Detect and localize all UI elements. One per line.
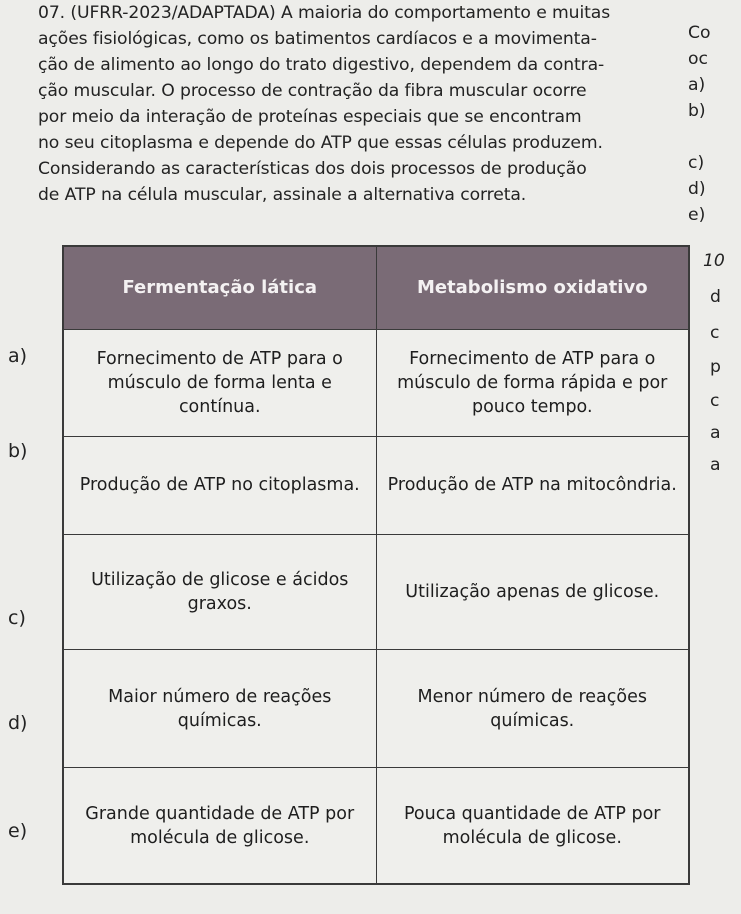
cropped-text: oc	[688, 49, 708, 69]
cropped-text: e)	[688, 205, 706, 225]
header-metabolismo: Metabolismo oxidativo	[376, 247, 689, 330]
cropped-text: d	[710, 287, 721, 307]
table-row	[64, 330, 689, 437]
cropped-text: a	[710, 423, 721, 443]
table-cell: Utilização de glicose e ácidos graxos.	[64, 534, 377, 650]
alternative-letter-e[interactable]: e)	[8, 820, 28, 842]
table-row	[64, 650, 689, 768]
cropped-text: Co	[688, 23, 711, 43]
cropped-text: d)	[688, 179, 706, 199]
table-row	[64, 534, 689, 650]
question-line: no seu citoplasma e depende do ATP que essas células produzem.	[38, 133, 603, 153]
question-text	[38, 0, 668, 208]
cropped-text: c)	[688, 153, 705, 173]
comparison-table	[62, 245, 690, 885]
table-cell: Menor número de reações químicas.	[376, 650, 689, 768]
table-cell: Fornecimento de ATP para o músculo de forma lenta e contínua.	[64, 330, 377, 437]
question-line: Considerando as características dos dois processos de produção	[38, 159, 587, 179]
table-cell: Fornecimento de ATP para o músculo de forma rápida e por pouco tempo.	[376, 330, 689, 437]
cropped-text: c	[710, 323, 720, 343]
question-line: de ATP na célula muscular, assinale a alternativa correta.	[38, 185, 527, 205]
table-row	[64, 768, 689, 884]
cropped-text: p	[710, 357, 721, 377]
question-line: ações fisiológicas, como os batimentos cardíacos e a movimenta-	[38, 29, 597, 49]
question-line: 07. (UFRR-2023/ADAPTADA) A maioria do comportamento e muitas	[38, 3, 611, 23]
question-line: ção muscular. O processo de contração da fibra muscular ocorre	[38, 81, 587, 101]
table-cell: Maior número de reações químicas.	[64, 650, 377, 768]
cropped-text: a	[710, 455, 721, 475]
alternative-letter-a[interactable]: a)	[8, 345, 28, 367]
alternative-letter-d[interactable]: d)	[8, 712, 28, 734]
alternative-letter-c[interactable]: c)	[8, 607, 26, 629]
table-cell: Produção de ATP no citoplasma.	[64, 436, 377, 534]
table-row	[64, 436, 689, 534]
table-cell: Pouca quantidade de ATP por molécula de glicose.	[376, 768, 689, 884]
alternative-letter-b[interactable]: b)	[8, 440, 28, 462]
cropped-text: a)	[688, 75, 706, 95]
question-line: ção de alimento ao longo do trato digestivo, dependem da contra-	[38, 55, 605, 75]
table-cell: Produção de ATP na mitocôndria.	[376, 436, 689, 534]
question-line: por meio da interação de proteínas especiais que se encontram	[38, 107, 582, 127]
cropped-text: b)	[688, 101, 706, 121]
table-cell: Grande quantidade de ATP por molécula de glicose.	[64, 768, 377, 884]
header-fermentacao: Fermentação lática	[64, 247, 377, 330]
cropped-text: 10	[703, 251, 725, 271]
table-cell: Utilização apenas de glicose.	[376, 534, 689, 650]
cropped-text: c	[710, 391, 720, 411]
